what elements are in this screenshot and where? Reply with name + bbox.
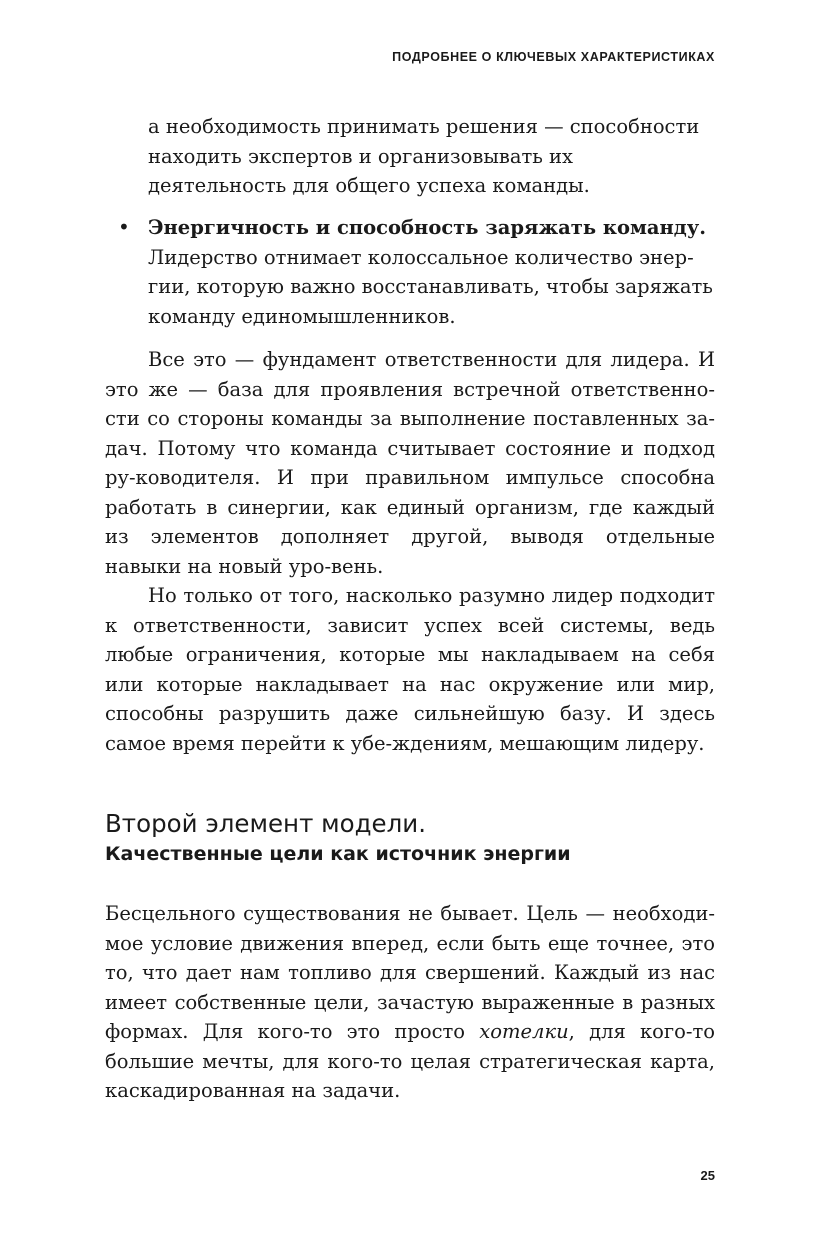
section-paragraph-part-1: Бесцельного существования не бывает. Цель — необходи-мое условие движения вперед, если быть еще точнее, это то, что дает нам топливо для свершений. Каждый из нас имеет собственные цели, зачастую выраженные в разных формах. Для кого-то это просто	[105, 902, 715, 1043]
paragraph-2: Но только от того, насколько разумно лидер подходит к ответственности, зависит успех всей системы, ведь любые ограничения, которые мы накладываем на себя или которые накладывает на нас окружение или мир, способны разрушить даже сильнейшую базу. И здесь самое время перейти к убе-ждениям, мешающим лидеру.	[105, 584, 715, 755]
running-head: ПОДРОБНЕЕ О КЛЮЧЕВЫХ ХАРАКТЕРИСТИКАХ	[392, 50, 715, 64]
page-number: 25	[700, 1168, 715, 1183]
bullet-body: Лидерство отнимает колоссальное количество энер-гии, которую важно восстанавливать, чтобы заряжать команду единомышленников.	[148, 245, 713, 328]
section-paragraph-part-2: , для кого-то большие мечты, для кого-то целая стратегическая карта, каскадированная на задачи.	[105, 1020, 715, 1102]
section-heading	[105, 808, 725, 868]
section-paragraph-emphasis: хотелки	[479, 1020, 569, 1043]
paragraph-1: Все это — фундамент ответственности для лидера. И это же — база для проявления встречной ответственно-сти со стороны команды за выполнение поставленных за-дач. Потому что команда считывает состояние и подход ру-ководителя. И при правильном импульсе способна работать в синергии, как единый организм, где каждый из элементов дополняет другой, выводя отдельные навыки на новый уро-вень.	[105, 348, 715, 578]
bullet-icon: •	[118, 215, 130, 239]
bullet-content	[148, 213, 713, 331]
bullet-title: Энергичность и способность заряжать команду.	[148, 216, 707, 239]
section-heading-sub: Качественные цели как источник энергии	[105, 843, 571, 865]
continuation-text: а необходимость принимать решения — способности находить экспертов и организовывать их деятельность для общего успеха команды.	[148, 115, 700, 197]
main-text	[105, 345, 715, 758]
section-heading-main: Второй элемент модели.	[105, 809, 426, 838]
section-paragraph	[105, 899, 715, 1106]
section-text	[105, 899, 715, 1106]
bullet-item	[118, 213, 713, 331]
